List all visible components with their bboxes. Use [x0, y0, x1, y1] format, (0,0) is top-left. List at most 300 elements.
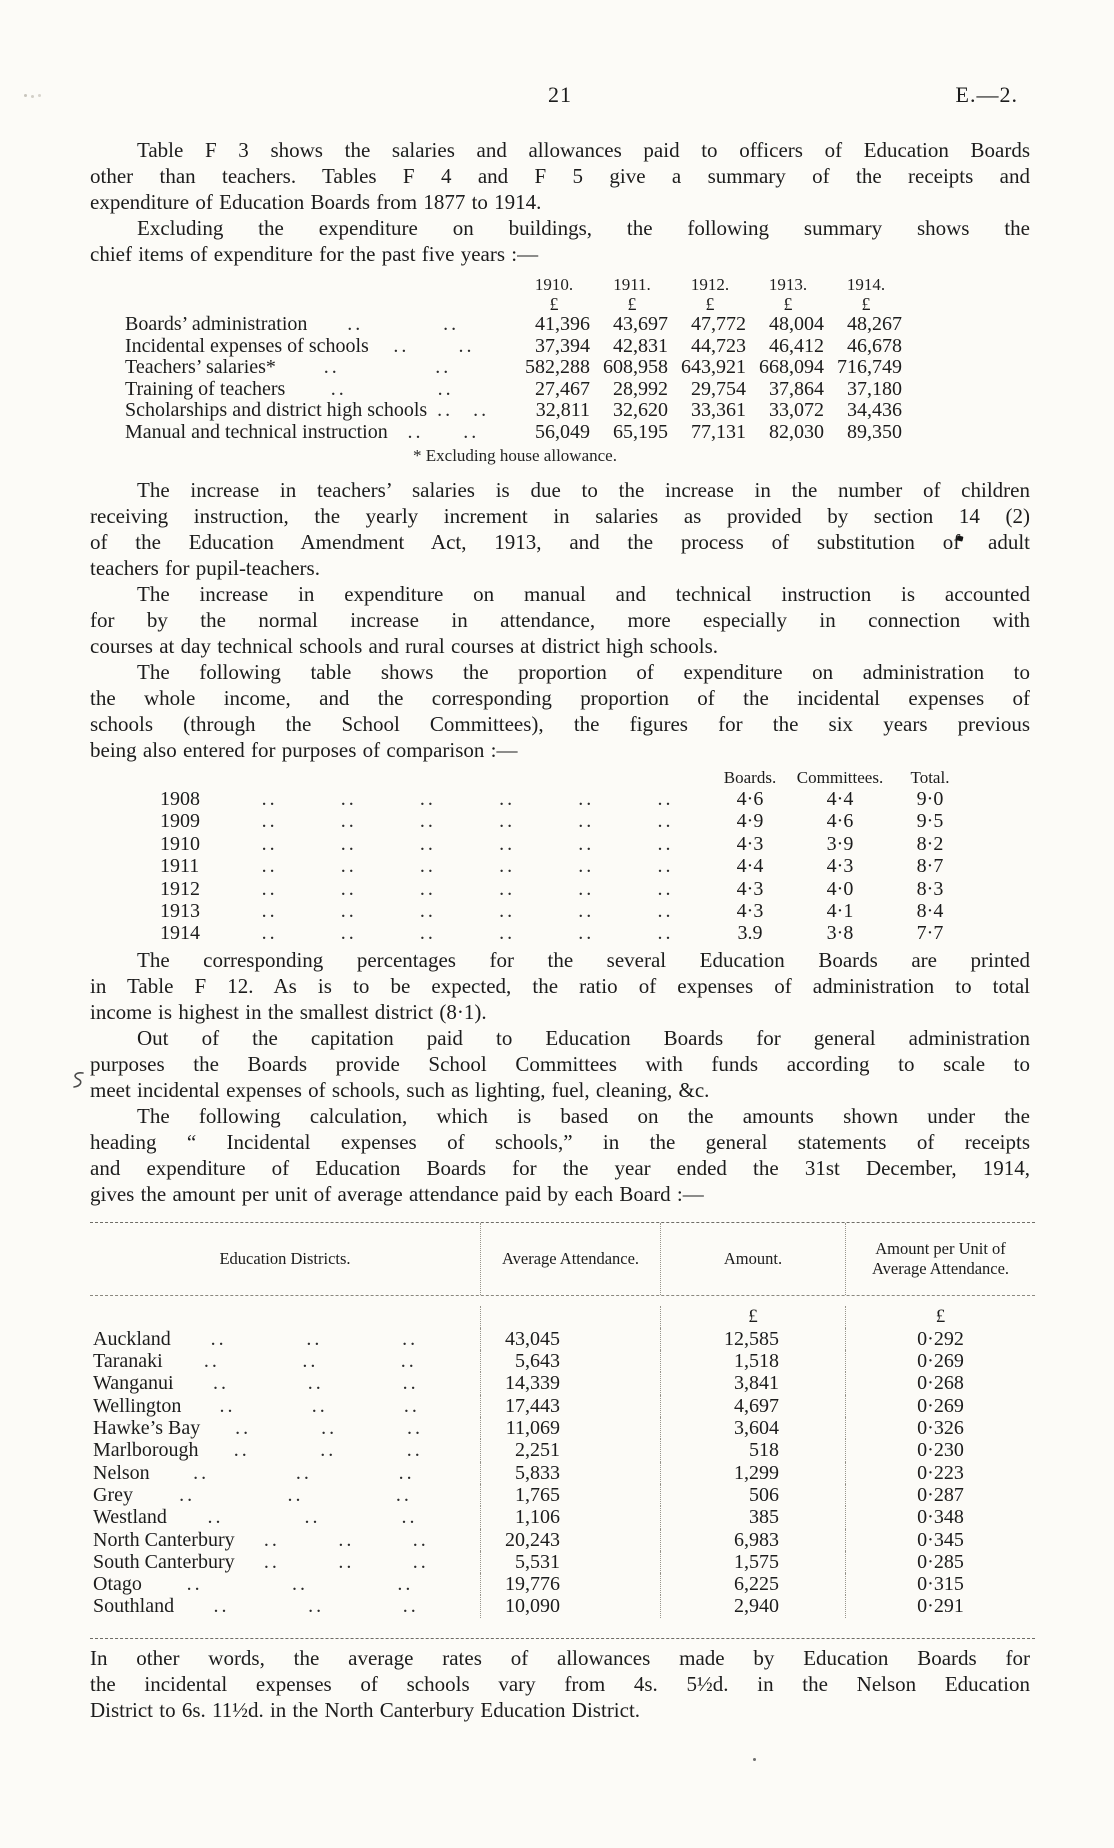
- district-name-cell: [90, 1595, 480, 1617]
- dot-leader: ..: [463, 421, 480, 443]
- dot-leader: ..: [578, 832, 595, 855]
- attendance-value: 17,443: [480, 1395, 660, 1417]
- currency-symbol: £: [783, 294, 793, 314]
- year-column-header: 1913.: [768, 275, 808, 294]
- dot-leader: ..: [458, 335, 475, 357]
- dot-leader: ..: [340, 832, 357, 855]
- dot-leader: ..: [397, 1573, 414, 1596]
- dot-leader: ..: [261, 922, 278, 945]
- attendance-value: 14,339: [480, 1372, 660, 1394]
- dot-leader: ..: [311, 1394, 328, 1417]
- dot-leader: ..: [419, 788, 436, 810]
- row-label-text: Incidental expenses of schools: [125, 335, 369, 357]
- cell-value: 9·0: [916, 788, 944, 810]
- currency-symbol: £: [627, 294, 637, 314]
- dot-leader: ..: [435, 357, 452, 378]
- table-row: [90, 1417, 1035, 1439]
- district-name: Wellington: [93, 1394, 182, 1417]
- paragraph: [90, 1025, 1030, 1103]
- year-column-header: 1910.: [534, 275, 574, 294]
- cell-value: 8·3: [916, 877, 944, 900]
- text-line: and expenditure of Education Boards for the year ended the 31st December, 1914,: [90, 1155, 1030, 1180]
- dot-leader: ..: [261, 900, 278, 923]
- text-line: chief items of expenditure for the past five years :—: [90, 242, 539, 266]
- table-row: [90, 1595, 1035, 1617]
- dot-leader: ..: [499, 900, 516, 923]
- dot-leader: ..: [179, 1483, 196, 1506]
- cell-value: 82,030: [769, 420, 824, 443]
- dot-leader: ..: [657, 810, 674, 833]
- district-name-cell: [90, 1506, 480, 1528]
- cell-value: 32,620: [613, 399, 668, 421]
- cell-value: 716,749: [837, 356, 902, 378]
- dot-leader: ..: [407, 421, 424, 443]
- attendance-value: 20,243: [480, 1529, 660, 1551]
- cell-value: 41,396: [535, 313, 590, 335]
- page-content: [90, 82, 1030, 1723]
- row-label-text: Scholarships and district high schools: [125, 400, 428, 421]
- district-name: Marlborough: [93, 1439, 199, 1462]
- paragraph: [90, 1103, 1030, 1207]
- dot-leaders: [230, 855, 705, 877]
- row-label: [125, 314, 515, 336]
- dot-leader: ..: [340, 810, 357, 833]
- cell-value: 42,831: [613, 334, 668, 357]
- dot-leader: ..: [338, 1550, 355, 1573]
- dot-leader: ..: [578, 900, 595, 923]
- year-label: 1912: [160, 877, 200, 900]
- district-name: Nelson: [93, 1461, 150, 1484]
- dot-leader: ..: [207, 1506, 224, 1529]
- district-name: Wanganui: [93, 1372, 174, 1395]
- dot-leader: ..: [330, 378, 347, 400]
- proportion-table-header: [160, 768, 975, 788]
- district-name-cell: [90, 1350, 480, 1372]
- cell-value: 608,958: [603, 356, 668, 378]
- district-table-body: [90, 1296, 1035, 1638]
- table-row: [160, 878, 975, 900]
- district-name-cell: [90, 1462, 480, 1484]
- table-row: [160, 922, 975, 944]
- per-unit-value: 0·223: [845, 1462, 1035, 1484]
- dot-leader: ..: [412, 1528, 429, 1551]
- table-row: [125, 422, 905, 444]
- text-line: The increase in expenditure on manual and technical instruction is accounted: [137, 582, 1030, 606]
- dot-leader: ..: [261, 788, 278, 810]
- dot-leader: ..: [402, 1327, 419, 1350]
- cell-value: 33,072: [769, 399, 824, 421]
- district-name-cell: [90, 1573, 480, 1595]
- per-unit-value: 0·345: [845, 1529, 1035, 1551]
- district-table-header: [90, 1223, 1035, 1296]
- text-line: being also entered for purposes of comparison :—: [90, 738, 518, 762]
- dot-leader: ..: [340, 922, 357, 945]
- dot-leader: ..: [340, 900, 357, 923]
- paragraph: [90, 947, 1030, 1025]
- district-name: Otago: [93, 1573, 142, 1596]
- text-line: teachers for pupil-teachers.: [90, 556, 320, 580]
- amount-value: 385: [660, 1506, 845, 1528]
- per-unit-value: 0·287: [845, 1484, 1035, 1506]
- cell-value: 37,864: [769, 377, 824, 400]
- dot-leader: ..: [340, 877, 357, 900]
- column-header-districts: Education Districts.: [219, 1249, 351, 1269]
- cell-value: 43,697: [613, 313, 668, 335]
- scan-speck-artifact: [24, 94, 27, 97]
- dot-leader: ..: [578, 810, 595, 833]
- per-unit-value: 0·291: [845, 1595, 1035, 1617]
- cell-value: 4·6: [736, 788, 764, 810]
- cell-value: 4·0: [826, 877, 854, 900]
- district-name: Hawke’s Bay: [93, 1417, 201, 1440]
- amount-value: 1,575: [660, 1551, 845, 1573]
- per-unit-value: 0·315: [845, 1573, 1035, 1595]
- dot-leader: ..: [203, 1350, 220, 1373]
- cell-value: 77,131: [691, 420, 746, 443]
- table-row: [160, 855, 975, 877]
- district-name: Southland: [93, 1595, 175, 1618]
- attendance-value: 5,833: [480, 1462, 660, 1484]
- attendance-value: 1,765: [480, 1484, 660, 1506]
- dot-leader: ..: [261, 810, 278, 833]
- year-column-header: 1911.: [613, 275, 651, 294]
- cell-value: 28,992: [613, 377, 668, 400]
- amount-value: 3,604: [660, 1417, 845, 1439]
- dot-leader: ..: [400, 1350, 417, 1373]
- amount-value: 6,983: [660, 1529, 845, 1551]
- amount-value: 3,841: [660, 1372, 845, 1394]
- table-row: [90, 1439, 1035, 1461]
- cell-value: 29,754: [691, 377, 746, 400]
- district-name-cell: [90, 1439, 480, 1461]
- dot-leader: ..: [186, 1573, 203, 1596]
- column-header-attendance: Average Attendance.: [480, 1223, 660, 1295]
- district-name: North Canterbury: [93, 1528, 235, 1551]
- row-label-text: Manual and technical instruction: [125, 421, 388, 443]
- amount-value: 6,225: [660, 1573, 845, 1595]
- dot-leader: ..: [261, 832, 278, 855]
- dot-leader: ..: [210, 1327, 227, 1350]
- row-label-text: Training of teachers: [125, 378, 286, 400]
- cell-value: 37,394: [535, 334, 590, 357]
- text-line: of the Education Amendment Act, 1913, and the process of substitution of adult: [90, 530, 1030, 554]
- text-line: purposes the Boards provide School Committees with funds according to scale to: [90, 1051, 1030, 1076]
- dot-leader: ..: [219, 1394, 236, 1417]
- year-label: 1914: [160, 922, 200, 945]
- dot-leader: ..: [499, 832, 516, 855]
- amount-value: 1,299: [660, 1462, 845, 1484]
- page-header: [90, 82, 1030, 108]
- cell-value: 47,772: [691, 313, 746, 335]
- attendance-value: 11,069: [480, 1417, 660, 1439]
- table-row: [90, 1350, 1035, 1372]
- cell-value: 48,267: [847, 313, 902, 335]
- margin-pen-mark: [70, 1070, 86, 1095]
- dot-leader: ..: [263, 1528, 280, 1551]
- dot-leader: ..: [323, 357, 340, 378]
- row-label: [125, 400, 515, 422]
- column-header-amount: Amount.: [660, 1223, 845, 1295]
- currency-symbol: £: [861, 294, 871, 314]
- dot-leader: ..: [657, 788, 674, 810]
- per-unit-value: 0·292: [845, 1328, 1035, 1350]
- cell-value: 46,412: [769, 334, 824, 357]
- dot-leader: ..: [657, 900, 674, 923]
- dot-leader: ..: [407, 1417, 424, 1440]
- text-line: meet incidental expenses of schools, such as lighting, fuel, cleaning, &c.: [90, 1077, 710, 1102]
- text-line: income is highest in the smallest district (8·1).: [90, 999, 487, 1024]
- dot-leaders: [230, 788, 705, 810]
- year-label: 1909: [160, 810, 200, 833]
- dot-leader: ..: [291, 1573, 308, 1596]
- cell-value: 89,350: [847, 420, 902, 443]
- dot-leader: ..: [419, 832, 436, 855]
- cell-value: 668,094: [759, 356, 824, 378]
- dot-leader: ..: [402, 1595, 419, 1618]
- dot-leader: ..: [419, 877, 436, 900]
- dot-leader: ..: [398, 1461, 415, 1484]
- text-line: expenditure of Education Boards from 1877 to 1914.: [90, 190, 542, 214]
- amount-value: 12,585: [660, 1328, 845, 1350]
- text-line: other than teachers. Tables F 4 and F 5 give a summary of the receipts and: [90, 164, 1030, 188]
- year-label: 1913: [160, 900, 200, 923]
- per-unit-value: 0·230: [845, 1439, 1035, 1461]
- text-line: The increase in teachers’ salaries is due to the increase in the number of children: [137, 478, 1030, 502]
- currency-row: [90, 1306, 1035, 1328]
- cell-value: 8·2: [916, 832, 944, 855]
- dot-leader: ..: [287, 1483, 304, 1506]
- amount-value: 506: [660, 1484, 845, 1506]
- per-unit-value: 0·268: [845, 1372, 1035, 1394]
- cell-value: 582,288: [525, 356, 590, 378]
- column-header-per-unit: Amount per Unit of Average Attendance.: [845, 1223, 1035, 1295]
- text-line: courses at day technical schools and rural courses at district high schools.: [90, 634, 718, 658]
- cell-value: 643,921: [681, 356, 746, 378]
- expenditure-table-body: [125, 314, 905, 443]
- dot-leader: ..: [657, 922, 674, 945]
- cell-value: 27,467: [535, 377, 590, 400]
- dot-leaders: [230, 833, 705, 855]
- dot-leader: ..: [437, 378, 454, 400]
- column-header-boards: Boards.: [723, 768, 777, 787]
- dot-leader: ..: [302, 1350, 319, 1373]
- currency-symbol: £: [660, 1306, 845, 1328]
- per-unit-value: 0·326: [845, 1417, 1035, 1439]
- dot-leader: ..: [578, 922, 595, 945]
- dot-leader: ..: [499, 810, 516, 833]
- table-row: [90, 1462, 1035, 1484]
- expenditure-table-year-header: [125, 275, 905, 295]
- dot-leader: ..: [443, 314, 460, 335]
- district-name-cell: [90, 1484, 480, 1506]
- year-label: 1910: [160, 832, 200, 855]
- dot-leaders: [230, 922, 705, 944]
- text-line: heading “ Incidental expenses of schools,” in the general statements of receipts: [90, 1129, 1030, 1154]
- table-row: [160, 810, 975, 832]
- district-name: Grey: [93, 1483, 133, 1506]
- attendance-value: 1,106: [480, 1506, 660, 1528]
- dot-leader: ..: [340, 788, 357, 810]
- amount-value: 1,518: [660, 1350, 845, 1372]
- dot-leader: ..: [499, 788, 516, 810]
- paragraph: [90, 215, 1030, 267]
- dot-leader: ..: [499, 877, 516, 900]
- cell-value: 4·3: [736, 832, 764, 855]
- currency-symbol: £: [705, 294, 715, 314]
- text-line: schools (through the School Committees), the figures for the six years previous: [90, 712, 1030, 736]
- table-row: [125, 379, 905, 401]
- cell-value: 4·4: [826, 788, 854, 810]
- dot-leader: ..: [403, 1394, 420, 1417]
- attendance-value: 10,090: [480, 1595, 660, 1617]
- per-unit-value: 0·348: [845, 1506, 1035, 1528]
- district-name-cell: [90, 1395, 480, 1417]
- dot-leader: ..: [657, 832, 674, 855]
- text-line: Excluding the expenditure on buildings, the following summary shows the: [137, 216, 1030, 240]
- year-column-header: 1914.: [846, 275, 886, 294]
- attendance-value: 2,251: [480, 1439, 660, 1461]
- scan-dot-artifact: [753, 1758, 756, 1761]
- district-name-cell: [90, 1551, 480, 1573]
- attendance-value: 5,531: [480, 1551, 660, 1573]
- row-label-text: Boards’ administration: [125, 314, 308, 335]
- dot-leader: ..: [499, 922, 516, 945]
- row-label: [125, 379, 515, 401]
- text-line: for by the normal increase in attendance, more especially in connection with: [90, 608, 1030, 632]
- cell-value: 37,180: [847, 377, 902, 400]
- table-row: [160, 900, 975, 922]
- dot-leader: ..: [578, 788, 595, 810]
- dot-leader: ..: [657, 855, 674, 878]
- text-line: the whole income, and the corresponding proportion of the incidental expenses of: [90, 686, 1030, 710]
- text-line: Out of the capitation paid to Education Boards for general administration: [137, 1025, 1030, 1050]
- district-name: South Canterbury: [93, 1550, 235, 1573]
- district-name: Auckland: [93, 1327, 171, 1350]
- district-calculation-table: [90, 1222, 1035, 1639]
- dot-leader: ..: [578, 877, 595, 900]
- dot-leader: ..: [412, 1550, 429, 1573]
- expenditure-table-currency-row: [125, 295, 905, 314]
- table-row: [90, 1506, 1035, 1528]
- proportion-table: [160, 768, 975, 945]
- amount-value: 2,940: [660, 1595, 845, 1617]
- dot-leaders: [230, 810, 705, 832]
- year-label: 1908: [160, 788, 200, 810]
- text-line: In other words, the average rates of allowances made by Education Boards for: [90, 1645, 1030, 1670]
- dot-leader: ..: [340, 855, 357, 878]
- row-label: [125, 422, 515, 444]
- dot-leader: ..: [193, 1461, 210, 1484]
- table-row: [90, 1372, 1035, 1394]
- text-line: Table F 3 shows the salaries and allowances paid to officers of Education Boards: [137, 138, 1030, 162]
- dot-leaders: [230, 900, 705, 922]
- dot-leader: ..: [321, 1417, 338, 1440]
- cell-value: 9·5: [916, 810, 944, 833]
- dot-leader: ..: [261, 855, 278, 878]
- amount-value: 518: [660, 1439, 845, 1461]
- text-line: in Table F 12. As is to be expected, the ratio of expenses of administration to total: [90, 973, 1030, 998]
- year-label: 1911: [160, 855, 200, 878]
- district-name: Taranaki: [93, 1350, 163, 1373]
- cell-value: 44,723: [691, 334, 746, 357]
- paragraph: [90, 477, 1030, 581]
- text-line: District to 6s. 11½d. in the North Canterbury Education District.: [90, 1697, 641, 1722]
- dot-leader: ..: [499, 855, 516, 878]
- dot-leader: ..: [338, 1528, 355, 1551]
- cell-value: 8·7: [916, 855, 944, 878]
- district-name: Westland: [93, 1506, 167, 1529]
- district-name-cell: [90, 1417, 480, 1439]
- dot-leader: ..: [306, 1327, 323, 1350]
- per-unit-value: 0·269: [845, 1350, 1035, 1372]
- page-number: 21: [548, 82, 572, 107]
- row-label: [125, 357, 515, 379]
- dot-leader: ..: [419, 922, 436, 945]
- district-name-cell: [90, 1328, 480, 1350]
- cell-value: 34,436: [847, 399, 902, 421]
- table-row: [90, 1395, 1035, 1417]
- text-line: The following calculation, which is based on the amounts shown under the: [137, 1103, 1030, 1128]
- cell-value: 46,678: [847, 334, 902, 357]
- dot-leader: ..: [307, 1372, 324, 1395]
- cell-value: 56,049: [535, 420, 590, 443]
- table-row: [90, 1551, 1035, 1573]
- column-header-total: Total.: [910, 768, 950, 787]
- cell-value: 4·3: [736, 877, 764, 900]
- dot-leader: ..: [401, 1506, 418, 1529]
- dot-leader: ..: [261, 877, 278, 900]
- district-name-cell: [90, 1529, 480, 1551]
- cell-value: 65,195: [613, 420, 668, 443]
- dot-leader: ..: [402, 1372, 419, 1395]
- column-header-committees: Committees.: [796, 768, 884, 787]
- cell-value: 4·3: [826, 855, 854, 878]
- dot-leader: ..: [212, 1372, 229, 1395]
- dot-leader: ..: [395, 1483, 412, 1506]
- dot-leader: ..: [295, 1461, 312, 1484]
- dot-leader: ..: [657, 877, 674, 900]
- dot-leader: ..: [304, 1506, 321, 1529]
- row-label-text: Teachers’ salaries*: [125, 357, 276, 378]
- cell-value: 7·7: [916, 922, 944, 945]
- proportion-table-body: [160, 788, 975, 945]
- dot-leader: ..: [308, 1595, 325, 1618]
- dot-leader: ..: [473, 400, 490, 421]
- cell-value: 48,004: [769, 313, 824, 335]
- table-row: [90, 1573, 1035, 1595]
- cell-value: 3.9: [737, 922, 763, 945]
- paragraph: [90, 137, 1030, 215]
- cell-value: 4·1: [826, 900, 854, 923]
- table-row: [125, 400, 905, 422]
- table-row: [125, 357, 905, 379]
- cell-value: 4·6: [826, 810, 854, 833]
- text-line: gives the amount per unit of average attendance paid by each Board :—: [90, 1181, 704, 1206]
- cell-value: 3·8: [826, 922, 854, 945]
- paragraph: [90, 659, 1030, 763]
- year-column-header: 1912.: [690, 275, 730, 294]
- dot-leader: ..: [235, 1417, 252, 1440]
- cell-value: 4·4: [736, 855, 764, 878]
- currency-symbol: £: [845, 1306, 1035, 1328]
- paragraph: [90, 581, 1030, 659]
- text-line: The corresponding percentages for the several Education Boards are printed: [137, 947, 1030, 972]
- text-line: the incidental expenses of schools vary from 4s. 5½d. in the Nelson Education: [90, 1671, 1030, 1696]
- currency-symbol: £: [549, 294, 559, 314]
- dot-leader: ..: [419, 810, 436, 833]
- table-row: [125, 314, 905, 336]
- dot-leader: ..: [578, 855, 595, 878]
